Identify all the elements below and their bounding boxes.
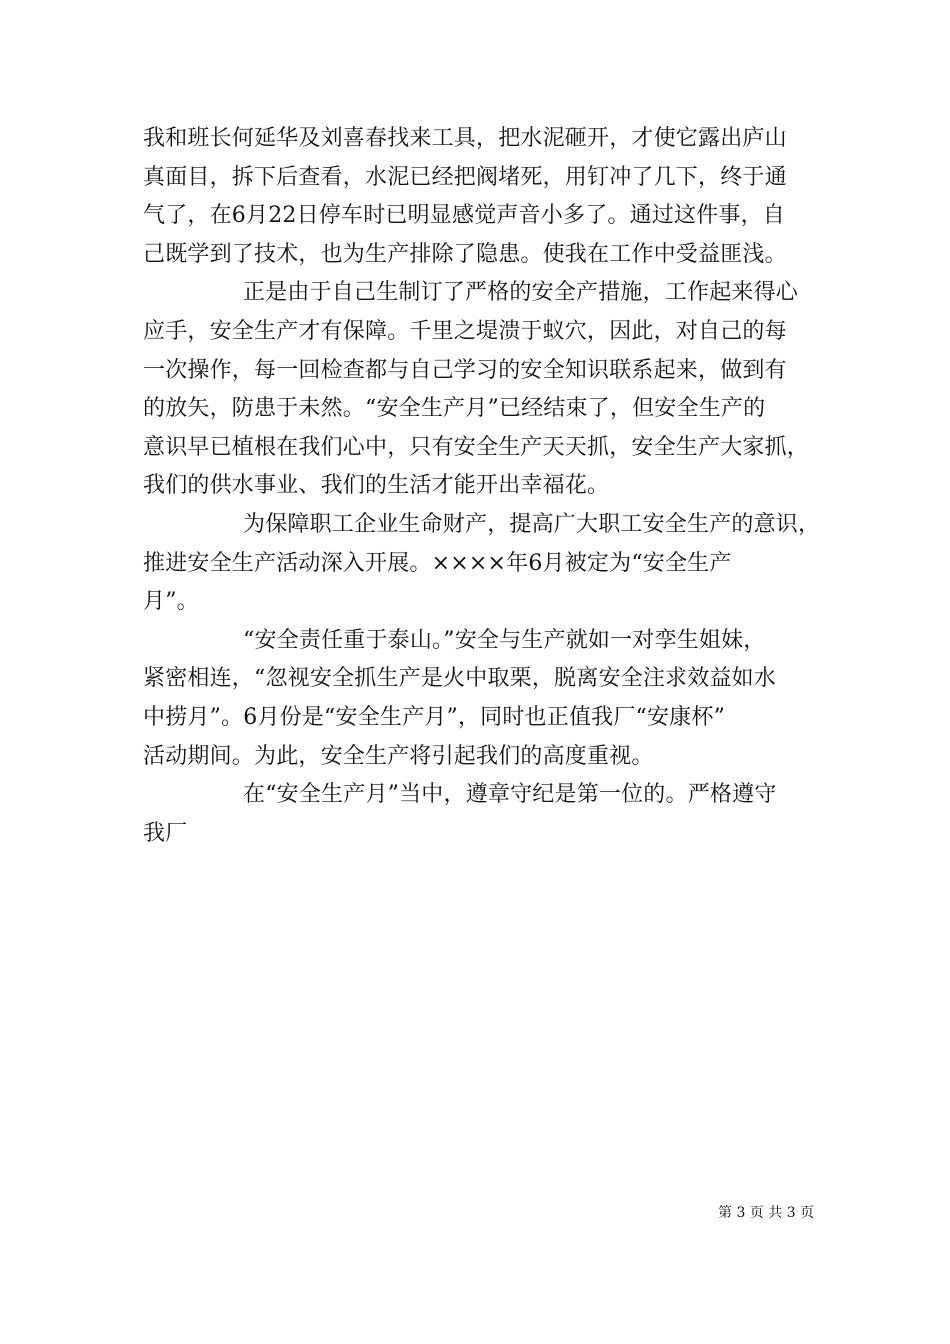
text-line: 在“安全生产月”当中，遵章守纪是第一位的。严格遵守 bbox=[243, 782, 777, 808]
text-line: 一次操作，每一回检查都与自己学习的安全知识联系起来，做到有 bbox=[143, 357, 787, 383]
text-line: 我和班长何延华及刘喜春找来工具，把水泥砸开，才使它露出庐山 bbox=[143, 126, 787, 151]
text-line: 正是由于自己生制订了严格的安全产措施，工作起来得心 bbox=[243, 280, 799, 306]
text-line: 紧密相连，“忽视安全抓生产是火中取栗，脱离安全注求效益如水 bbox=[143, 666, 777, 692]
text-line: 我们的供水事业、我们的生活才能开出幸福花。 bbox=[143, 473, 610, 499]
text-line: 应手，安全生产才有保障。千里之堤溃于蚁穴，因此，对自己的每 bbox=[143, 318, 787, 344]
text-line: 气了，在6月22日停车时已明显感觉声音小多了。通过这件事，自 bbox=[143, 203, 785, 229]
text-line: 己既学到了技术，也为生产排除了隐患。使我在工作中受益匪浅。 bbox=[143, 241, 787, 267]
text-line: 的放矢，防患于未然。“安全生产月”已经结束了，但安全生产的 bbox=[143, 396, 766, 422]
text-line: 活动期间。为此，安全生产将引起我们的高度重视。 bbox=[143, 743, 654, 769]
text-line: “安全责任重于泰山。”安全与生产就如一对孪生姐妹， bbox=[243, 627, 766, 653]
text-line: 月”。 bbox=[143, 589, 199, 615]
text-line: 我厂 bbox=[143, 820, 188, 846]
document-body bbox=[143, 120, 821, 853]
text-line: 真面目，拆下后查看，水泥已经把阀堵死，用钉冲了几下，终于通 bbox=[143, 164, 787, 190]
text-line: 为保障职工企业生命财产，提高广大职工安全生产的意识， bbox=[243, 511, 821, 537]
text-line: 推进安全生产活动深入开展。××××年6月被定为“安全生产 bbox=[143, 550, 732, 576]
text-line: 中捞月”。6月份是“安全生产月”，同时也正值我厂“安康杯” bbox=[143, 704, 726, 730]
page-footer: 第 3 页 共 3 页 bbox=[718, 1205, 815, 1221]
text-line: 意识早已植根在我们心中，只有安全生产天天抓，安全生产大家抓， bbox=[143, 434, 810, 460]
